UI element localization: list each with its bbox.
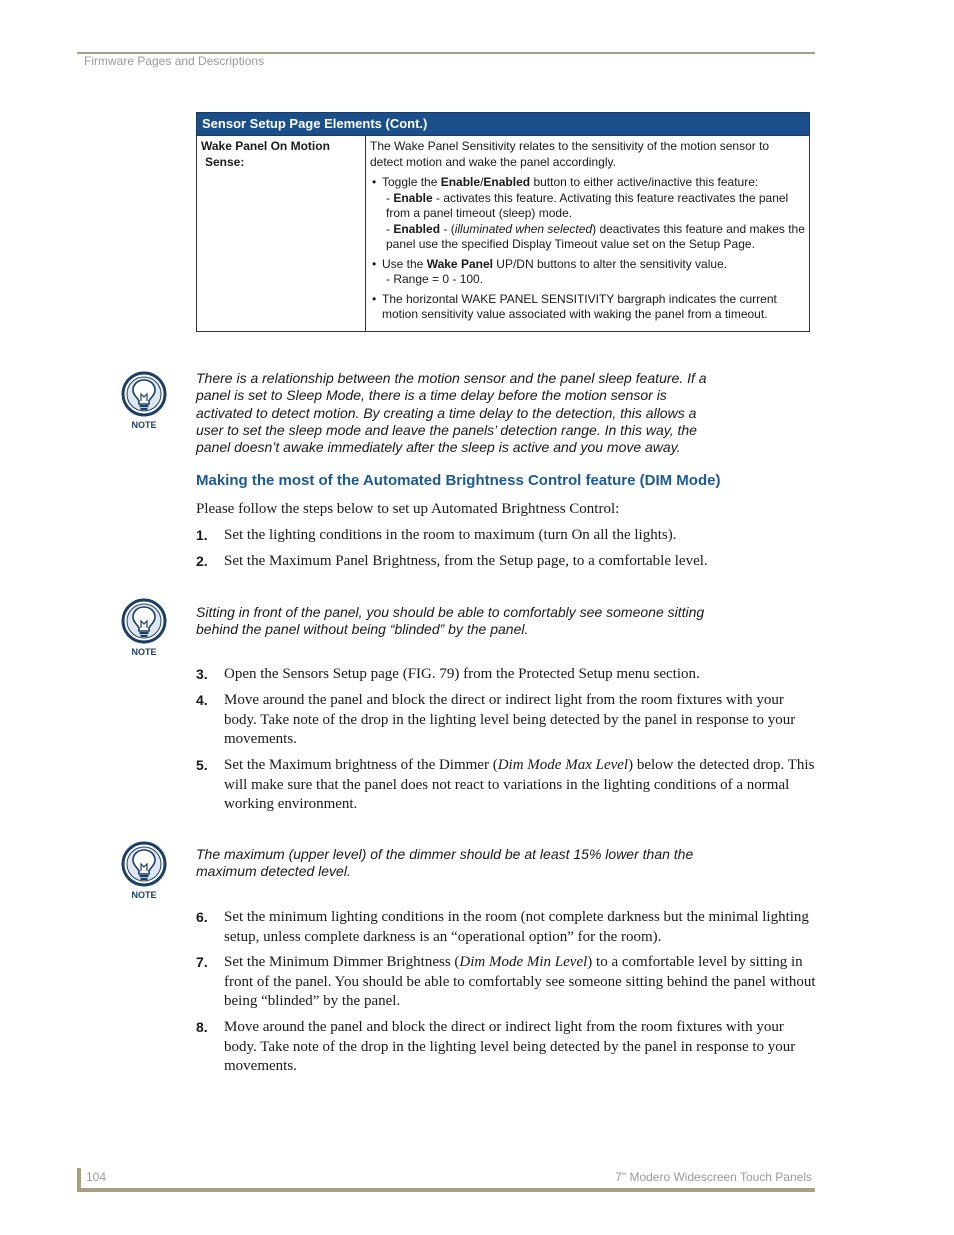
step-2 <box>196 552 816 572</box>
note-text: The maximum (upper level) of the dimmer should be at least 15% lower than the maximum detected level. <box>196 846 694 880</box>
table-row <box>197 136 810 332</box>
step-number: 6. <box>196 909 208 925</box>
sub-item-enable <box>382 191 805 222</box>
bold-enable: Enable <box>440 175 481 189</box>
sub-text: - ( <box>440 221 455 236</box>
step-number: 3. <box>196 666 208 682</box>
bullet-toggle <box>370 175 805 253</box>
bold-enable: Enable <box>393 190 433 205</box>
step-4 <box>196 691 816 750</box>
note-label: NOTE <box>131 647 157 657</box>
step-text-part: ) to a comfortable level by sitting in front of the panel. You should be able to comfortably see someone sitting behind the panel without being “blinded” by the panel. <box>224 954 816 1010</box>
bold-enabled: Enabled <box>393 221 441 236</box>
sub-item-enabled <box>382 222 805 253</box>
table-title: Sensor Setup Page Elements (Cont.) <box>197 113 810 136</box>
slash: / <box>480 175 484 189</box>
bullet-wake-panel <box>370 257 805 288</box>
step-number: 2. <box>196 553 208 569</box>
step-number: 8. <box>196 1019 208 1035</box>
step-7 <box>196 953 816 1012</box>
step-text: Move around the panel and block the direct or indirect light from the room fixtures with your body. Take note of the drop in the lighting level being detected by the panel in response to your movements. <box>224 692 796 748</box>
step-text-part: Set the Minimum Dimmer Brightness ( <box>224 954 460 970</box>
step-3 <box>196 665 816 685</box>
step-5 <box>196 756 816 815</box>
sensor-setup-table <box>196 112 810 332</box>
step-text: Set the minimum lighting conditions in the room (not complete darkness but the minimal lighting setup, unless complete darkness is an “operational option” for the room). <box>224 909 809 945</box>
step-8 <box>196 1018 816 1077</box>
bold-enabled: Enabled <box>483 175 531 189</box>
note-text: There is a relationship between the motion sensor and the panel sleep feature. If a panel is set to Sleep Mode, there is a time delay before the motion sensor is activated to detect motion. By creating a time delay to the detection, this allows a user to set the sleep mode and leave the panels’ detection range. In this way, the panel doesn’t awake immediately after the sleep is active and you move away. <box>196 370 707 456</box>
step-text-part: ) below the detected drop. This will make sure that the panel does not react to variations in the lighting conditions of a normal working environment. <box>224 757 815 813</box>
page-number: 104 <box>86 1170 107 1184</box>
step-text <box>224 756 816 815</box>
sub-text: ) deactivates this feature and makes the panel use the specified Display Timeout value set on the Setup Page. <box>386 221 805 251</box>
sub-item-range: - Range = 0 - 100. <box>386 272 484 286</box>
step-text: Open the Sensors Setup page (FIG. 79) from the Protected Setup menu section. <box>224 666 700 682</box>
footer-rule <box>77 1188 815 1192</box>
running-footer: 7" Modero Widescreen Touch Panels <box>615 1170 812 1184</box>
step-number: 4. <box>196 692 208 708</box>
bullet-text: Use the <box>382 256 427 271</box>
bold-wake-panel: Wake Panel <box>426 256 493 271</box>
note-label: NOTE <box>131 890 157 900</box>
step-text: Set the Maximum Panel Brightness, from the Setup page, to a comfortable level. <box>224 553 708 569</box>
dash: - <box>386 190 394 205</box>
italic-term: Dim Mode Max Level <box>497 757 629 773</box>
row-description <box>366 136 810 332</box>
row-label-line2: Sense: <box>205 154 245 169</box>
step-text <box>224 953 816 1012</box>
bullet-text: button to either active/inactive this feature: <box>530 175 759 189</box>
row-label-line1: Wake Panel On Motion <box>201 139 330 153</box>
bullet-bargraph: • The horizontal WAKE PANEL SENSITIVITY bargraph indicates the current motion sensitivity value associated with waking the panel from a timeout. <box>370 292 805 323</box>
step-6 <box>196 908 816 947</box>
sub-text: - activates this feature. Activating this feature reactivates the panel from a panel timeout (sleep) mode. <box>386 190 789 220</box>
dash: - <box>386 221 394 236</box>
running-header: Firmware Pages and Descriptions <box>84 54 265 68</box>
italic-text: illuminated when selected <box>454 221 593 236</box>
step-text-part: Set the Maximum brightness of the Dimmer ( <box>224 757 498 773</box>
section-intro: Please follow the steps below to set up Automated Brightness Control: <box>196 501 620 517</box>
step-text: Move around the panel and block the direct or indirect light from the room fixtures with your body. Take note of the drop in the lighting level being detected by the panel in response to your movements. <box>224 1019 796 1075</box>
bullet-text: UP/DN buttons to alter the sensitivity value. <box>492 256 728 271</box>
step-text: Set the lighting conditions in the room to maximum (turn On all the lights). <box>224 527 677 543</box>
step-number: 5. <box>196 757 208 773</box>
note-label: NOTE <box>131 420 157 430</box>
step-number: 7. <box>196 954 208 970</box>
row-label <box>197 136 366 332</box>
bullet-text: Toggle the <box>382 175 441 189</box>
step-1 <box>196 526 816 546</box>
description-intro: The Wake Panel Sensitivity relates to the sensitivity of the motion sensor to detect motion and wake the panel accordingly. <box>370 139 770 169</box>
italic-term: Dim Mode Min Level <box>459 954 588 970</box>
note-text: Sitting in front of the panel, you should be able to comfortably see someone sitting behind the panel without being “blinded” by the panel. <box>196 604 705 638</box>
section-heading: Making the most of the Automated Brightness Control feature (DIM Mode) <box>196 472 721 489</box>
step-number: 1. <box>196 527 208 543</box>
